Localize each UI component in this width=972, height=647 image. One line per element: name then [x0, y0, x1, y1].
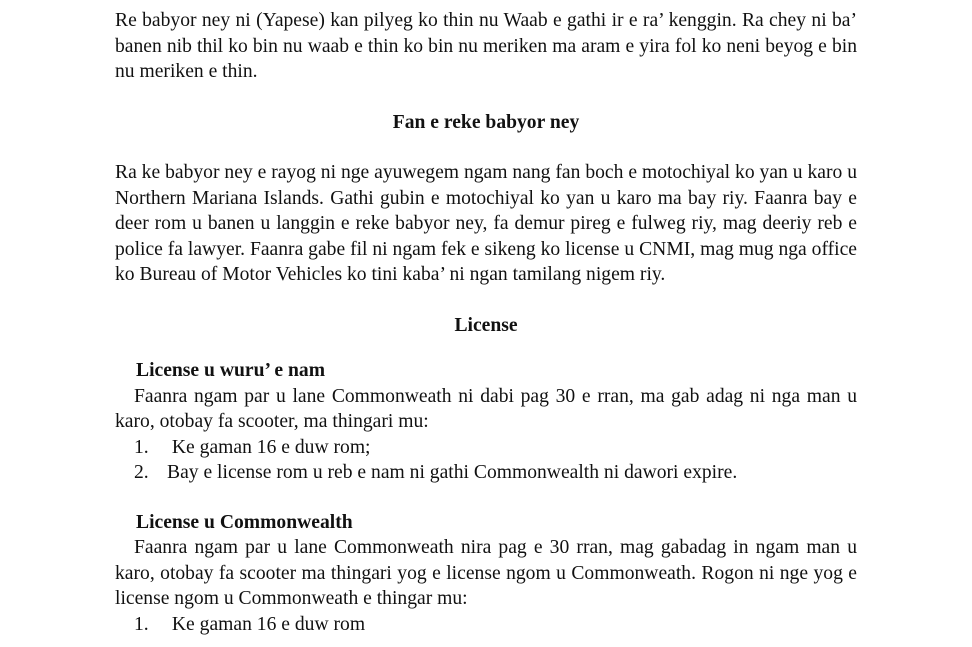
foreign-license-paragraph: Faanra ngam par u lane Commonweath ni dabi pag 30 e rran, ma gab adag ni nga man u karo, otobay fa scooter, ma thingari mu: — [115, 385, 857, 432]
list-item — [115, 612, 857, 638]
intro-paragraph: Re babyor ney ni (Yapese) kan pilyeg ko thin nu Waab e gathi ir e ra’ kenggin. Ra chey ni ba’ banen nib thil ko bin nu waab e thin ko bin nu meriken ma aram e yira fol ko neni beyog e bin nu meriken e thin. — [115, 10, 857, 82]
list-item-text: Ke gaman 16 e duw rom — [167, 613, 366, 635]
commonwealth-license-paragraph: Faanra ngam par u lane Commonweath nira pag e 30 rran, mag gabadag in ngam man u karo, otobay fa scooter ma thingari yog e license ngom u Commonweath. Rogon ni nge yog e license ngom u Commonweath e thingar mu: — [115, 537, 857, 609]
list-item — [115, 460, 857, 486]
purpose-paragraph: Ra ke babyor ney e rayog ni nge ayuwegem ngam nang fan boch e motochiyal ko yan u karo u Northern Mariana Islands. Gathi gubin e motochiyal ko yan u karo ma bay riy. Faanra bay e deer rom u banen u langgin e reke babyor ney, fa demur pireg e fulweg riy, mag deeriy reb e police fa lawyer. Faanra gabe fil ni ngam fek e sikeng ko license u CNMI, mag mug nga office ko Bureau of Motor Vehicles ko tini kaba’ ni ngan tamilang nigem riy. — [115, 162, 857, 285]
list-item-text: Bay e license rom u reb e nam ni gathi Commonwealth ni dawori expire. — [167, 462, 738, 483]
foreign-license-requirements-list — [115, 435, 857, 486]
list-item — [115, 435, 857, 461]
section-heading-purpose: Fan e reke babyor ney — [392, 111, 580, 133]
subheading-foreign-license: License u wuru’ e nam — [136, 360, 326, 381]
section-heading-license: License — [454, 314, 518, 336]
list-item-number: 1. — [134, 436, 149, 458]
list-item-text: Ke gaman 16 e duw rom; — [167, 436, 371, 458]
list-item-number: 2. — [134, 462, 149, 483]
commonwealth-license-requirements-list — [115, 612, 857, 638]
subheading-commonwealth-license: License u Commonwealth — [136, 511, 353, 533]
list-item-number: 1. — [134, 613, 149, 635]
document-page — [115, 8, 857, 637]
